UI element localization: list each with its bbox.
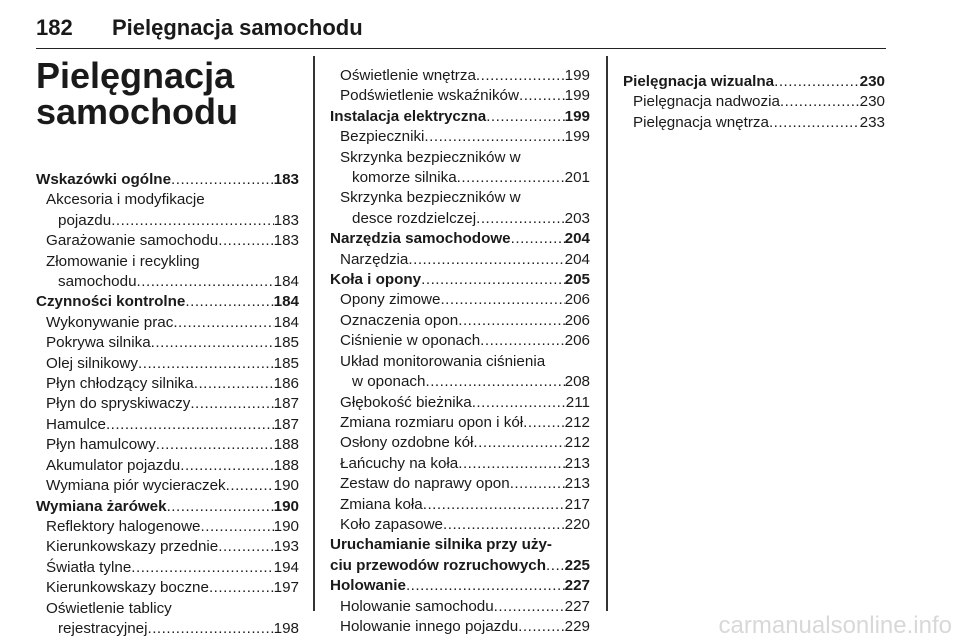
page-ref: 213 [564, 454, 590, 472]
dot-leader [180, 456, 273, 476]
toc-entry-text: Narzędzia [340, 250, 409, 268]
toc-chapter-link[interactable] [623, 72, 885, 92]
page-ref: 190 [273, 517, 299, 535]
dot-leader [209, 578, 274, 598]
header-title: Pielęgnacja samochodu [112, 15, 363, 40]
toc-entry-text[interactable]: Układ monitorowania ciśnienia [340, 352, 546, 370]
toc-entry-link[interactable] [36, 231, 299, 251]
toc-entry-link[interactable] [330, 515, 590, 535]
page-ref: 217 [564, 495, 590, 513]
toc-entry-text: komorze silnika [352, 169, 457, 187]
dot-leader [518, 617, 564, 637]
toc-entry-link[interactable] [623, 113, 885, 133]
dot-leader [131, 558, 273, 578]
dot-leader [780, 92, 860, 112]
toc-entry-link[interactable] [330, 168, 590, 188]
page-ref: 203 [564, 209, 590, 227]
dot-leader [473, 433, 564, 453]
page-ref: 187 [273, 415, 299, 433]
dot-leader [523, 413, 564, 433]
toc-chapter-link[interactable] [330, 576, 590, 596]
toc-entry-text: Wykonywanie prac [46, 313, 174, 331]
toc-entry-text: Zmiana rozmiaru opon i kół [340, 413, 524, 431]
dot-leader [494, 597, 565, 617]
toc-entry-link[interactable] [36, 394, 299, 414]
toc-chapter-link[interactable] [36, 292, 299, 312]
page-ref: 204 [564, 250, 590, 268]
toc-entry-link[interactable] [330, 127, 590, 147]
dot-leader [476, 66, 565, 86]
page-ref: 211 [565, 393, 590, 411]
page-ref: 190 [273, 497, 299, 515]
toc-entry-text[interactable]: Uruchamianie silnika przy uży- [330, 536, 552, 554]
toc-entry-text[interactable]: Akcesoria i modyfikacje [46, 191, 205, 209]
page-ref: 185 [273, 334, 299, 352]
dot-leader [510, 474, 565, 494]
toc-entry-text: Pielęgnacja nadwozia [633, 93, 780, 111]
toc-entry-text: Garażowanie samochodu [46, 232, 219, 250]
page-ref: 225 [564, 556, 590, 574]
toc-entry-text: ciu przewodów rozruchowych [330, 556, 547, 574]
toc-entry-text: Hamulce [46, 415, 106, 433]
dot-leader [185, 292, 273, 312]
toc-entry-link[interactable] [330, 331, 590, 351]
toc-column-2 [330, 66, 590, 637]
toc-entry-text: Oświetlenie wnętrza [340, 67, 476, 84]
toc-entry-link[interactable] [330, 372, 590, 392]
toc-entry-link[interactable] [36, 456, 299, 476]
toc-entry-text: Pielęgnacja wizualna [623, 73, 775, 90]
toc-entry-text: Oznaczenia opon [340, 311, 459, 329]
toc-entry-link[interactable] [36, 354, 299, 374]
page-ref: 190 [273, 477, 299, 495]
toc-entry-link[interactable] [330, 433, 590, 453]
page-ref: 229 [564, 617, 590, 635]
toc-entry-link[interactable] [330, 290, 590, 310]
page-ref: 186 [273, 375, 299, 393]
toc-entry-text: samochodu [58, 273, 137, 291]
toc-entry-link[interactable] [36, 517, 299, 537]
toc-entry-link[interactable] [36, 619, 299, 639]
toc-chapter-link[interactable] [330, 229, 590, 249]
toc-entry-text[interactable]: Skrzynka bezpieczników w [340, 189, 521, 207]
toc-column-1 [36, 170, 299, 639]
toc-entry-link[interactable] [330, 393, 590, 413]
toc-entry-link[interactable] [330, 311, 590, 331]
toc-entry-text: Narzędzia samochodowe [330, 230, 511, 248]
dot-leader [218, 231, 273, 251]
page-ref: 185 [273, 354, 299, 372]
page-ref: 220 [564, 515, 590, 533]
dot-leader [106, 415, 274, 435]
dot-leader [147, 619, 273, 639]
dot-leader [546, 556, 565, 576]
page-ref: 227 [564, 577, 590, 595]
toc-entry-text: desce rozdzielczej [352, 209, 477, 227]
toc-entry-text: Płyn do spryskiwaczy [46, 395, 191, 413]
page-ref: 233 [859, 113, 885, 131]
page-ref: 184 [273, 313, 299, 331]
page-ref: 230 [859, 73, 885, 90]
toc-chapter-link[interactable] [36, 170, 299, 190]
toc-entry-link[interactable] [36, 435, 299, 455]
toc-entry-link[interactable] [330, 597, 590, 617]
page-ref: 184 [273, 273, 299, 291]
page-ref: 188 [273, 436, 299, 454]
toc-chapter-link[interactable] [36, 497, 299, 517]
toc-entry-link[interactable] [36, 333, 299, 353]
toc-entry-text: Zmiana koła [340, 495, 423, 513]
toc-entry-text: Holowanie innego pojazdu [340, 617, 519, 635]
page-ref: 205 [564, 271, 590, 289]
dot-leader [486, 107, 564, 127]
dot-leader [458, 454, 564, 474]
toc-entry-link[interactable] [330, 454, 590, 474]
toc-entry-text: Akumulator pojazdu [46, 456, 181, 474]
dot-leader [137, 272, 274, 292]
watermark: carmanualsonline.info [718, 612, 952, 639]
page-ref: 183 [273, 171, 299, 188]
toc-chapter-link[interactable] [330, 270, 590, 290]
dot-leader [519, 86, 565, 106]
toc-entry-text: Koła i opony [330, 271, 422, 289]
dot-leader [408, 250, 564, 270]
toc-entry-text: Kierunkowskazy boczne [46, 579, 209, 597]
toc-entry-text: Kierunkowskazy przednie [46, 538, 219, 556]
toc-entry-link[interactable] [330, 413, 590, 433]
toc-entry-text[interactable]: Skrzynka bezpieczników w [340, 148, 521, 166]
toc-entry-text[interactable]: Złomowanie i recykling [46, 252, 200, 270]
page-ref: 199 [564, 128, 590, 146]
page-ref: 206 [564, 311, 590, 329]
toc-entry-link[interactable] [36, 558, 299, 578]
page-ref: 212 [564, 434, 590, 452]
dot-leader [458, 311, 564, 331]
toc-entry-text: Koło zapasowe [340, 515, 444, 533]
toc-entry-text: rejestracyjnej [58, 619, 148, 637]
toc-entry-link[interactable] [36, 313, 299, 333]
dot-leader [423, 495, 565, 515]
page-ref: 230 [859, 93, 885, 111]
toc-entry-text: Holowanie samochodu [340, 597, 494, 615]
page-ref: 183 [273, 211, 299, 229]
toc-entry-text: Pielęgnacja wnętrza [633, 113, 769, 131]
toc-entry-text: Reflektory halogenowe [46, 517, 201, 535]
page-ref: 183 [273, 232, 299, 250]
toc-entry-link[interactable] [623, 92, 885, 112]
page-ref: 208 [564, 373, 590, 391]
dot-leader [173, 313, 273, 333]
page-ref: 204 [564, 230, 590, 248]
column-divider [606, 56, 608, 611]
dot-leader [480, 331, 565, 351]
page-ref: 213 [564, 475, 590, 493]
dot-leader [151, 333, 274, 353]
page-ref: 197 [273, 579, 299, 597]
dot-leader [443, 515, 565, 535]
dot-leader [472, 393, 566, 413]
toc-entry-link[interactable] [36, 374, 299, 394]
toc-entry-text: Instalacja elektryczna [330, 107, 487, 125]
page-ref: 206 [564, 291, 590, 309]
toc-entry-text: Osłony ozdobne kół [340, 434, 474, 452]
toc-entry-link[interactable] [330, 66, 590, 86]
page-ref: 194 [273, 558, 299, 576]
toc-entry-text: Pokrywa silnika [46, 334, 151, 352]
dot-leader [218, 537, 273, 557]
toc-entry-text[interactable]: Oświetlenie tablicy [46, 599, 172, 617]
dot-leader [226, 476, 274, 496]
page-ref: 188 [273, 456, 299, 474]
toc-entry-text: Ciśnienie w oponach [340, 332, 481, 350]
dot-leader [167, 497, 274, 517]
column-divider [313, 56, 315, 611]
dot-leader [769, 113, 860, 133]
page-ref: 227 [564, 597, 590, 615]
toc-entry-text: Bezpieczniki [340, 128, 425, 146]
dot-leader [171, 170, 274, 190]
toc-entry-link[interactable] [36, 537, 299, 557]
toc-chapter-link[interactable] [330, 556, 590, 576]
dot-leader [190, 394, 273, 414]
dot-leader [440, 290, 564, 310]
dot-leader [201, 517, 274, 537]
dot-leader [476, 209, 565, 229]
dot-leader [424, 127, 564, 147]
chapter-title: Pielęgnacja samochodu [36, 55, 239, 132]
toc-entry-link[interactable] [330, 209, 590, 229]
page-ref: 187 [273, 395, 299, 413]
page-ref: 199 [564, 107, 590, 125]
toc-entry-text: Łańcuchy na koła [340, 454, 459, 472]
page-ref: 199 [564, 67, 590, 84]
dot-leader [774, 72, 860, 92]
running-header [36, 8, 886, 49]
dot-leader [457, 168, 565, 188]
page-ref: 184 [273, 293, 299, 311]
toc-entry-text: Światła tylne [46, 558, 132, 576]
toc-entry-text: w oponach [352, 373, 426, 391]
toc-entry-text: Olej silnikowy [46, 354, 138, 372]
toc-entry-text: Zestaw do naprawy opon [340, 475, 510, 493]
toc-column-3 [623, 72, 885, 133]
dot-leader [194, 374, 274, 394]
page-number: 182 [36, 15, 73, 40]
dot-leader [111, 211, 273, 231]
toc-entry-text: Głębokość bieżnika [340, 393, 472, 411]
toc-entry-text: Wskazówki ogólne [36, 171, 172, 188]
toc-entry-link[interactable] [36, 578, 299, 598]
dot-leader [425, 372, 564, 392]
dot-leader [156, 435, 274, 455]
toc-entry-text: Czynności kontrolne [36, 293, 186, 311]
page-ref: 199 [564, 87, 590, 105]
toc-entry-text: Wymiana piór wycieraczek [46, 477, 226, 495]
page-ref: 193 [273, 538, 299, 556]
page-ref: 198 [273, 619, 299, 637]
dot-leader [421, 270, 565, 290]
dot-leader [511, 229, 565, 249]
toc-entry-text: Holowanie [330, 577, 406, 595]
page-ref: 206 [564, 332, 590, 350]
page-ref: 201 [564, 169, 590, 187]
toc-entry-text: Podświetlenie wskaźników [340, 87, 519, 105]
page-ref: 212 [564, 413, 590, 431]
toc-entry-text: Wymiana żarówek [36, 497, 167, 515]
toc-entry-link[interactable] [330, 86, 590, 106]
toc-chapter-link[interactable] [330, 107, 590, 127]
toc-entry-link[interactable] [36, 272, 299, 292]
toc-entry-link[interactable] [36, 476, 299, 496]
toc-entry-text: Opony zimowe [340, 291, 441, 309]
toc-entry-link[interactable] [36, 211, 299, 231]
toc-entry-text: Płyn chłodzący silnika [46, 375, 194, 393]
toc-entry-link[interactable] [330, 250, 590, 270]
toc-entry-link[interactable] [330, 474, 590, 494]
toc-entry-link[interactable] [330, 495, 590, 515]
dot-leader [406, 576, 565, 596]
toc-entry-text: Płyn hamulcowy [46, 436, 156, 454]
toc-entry-text: pojazdu [58, 211, 112, 229]
toc-entry-link[interactable] [36, 415, 299, 435]
dot-leader [138, 354, 274, 374]
toc-entry-link[interactable] [330, 617, 590, 637]
